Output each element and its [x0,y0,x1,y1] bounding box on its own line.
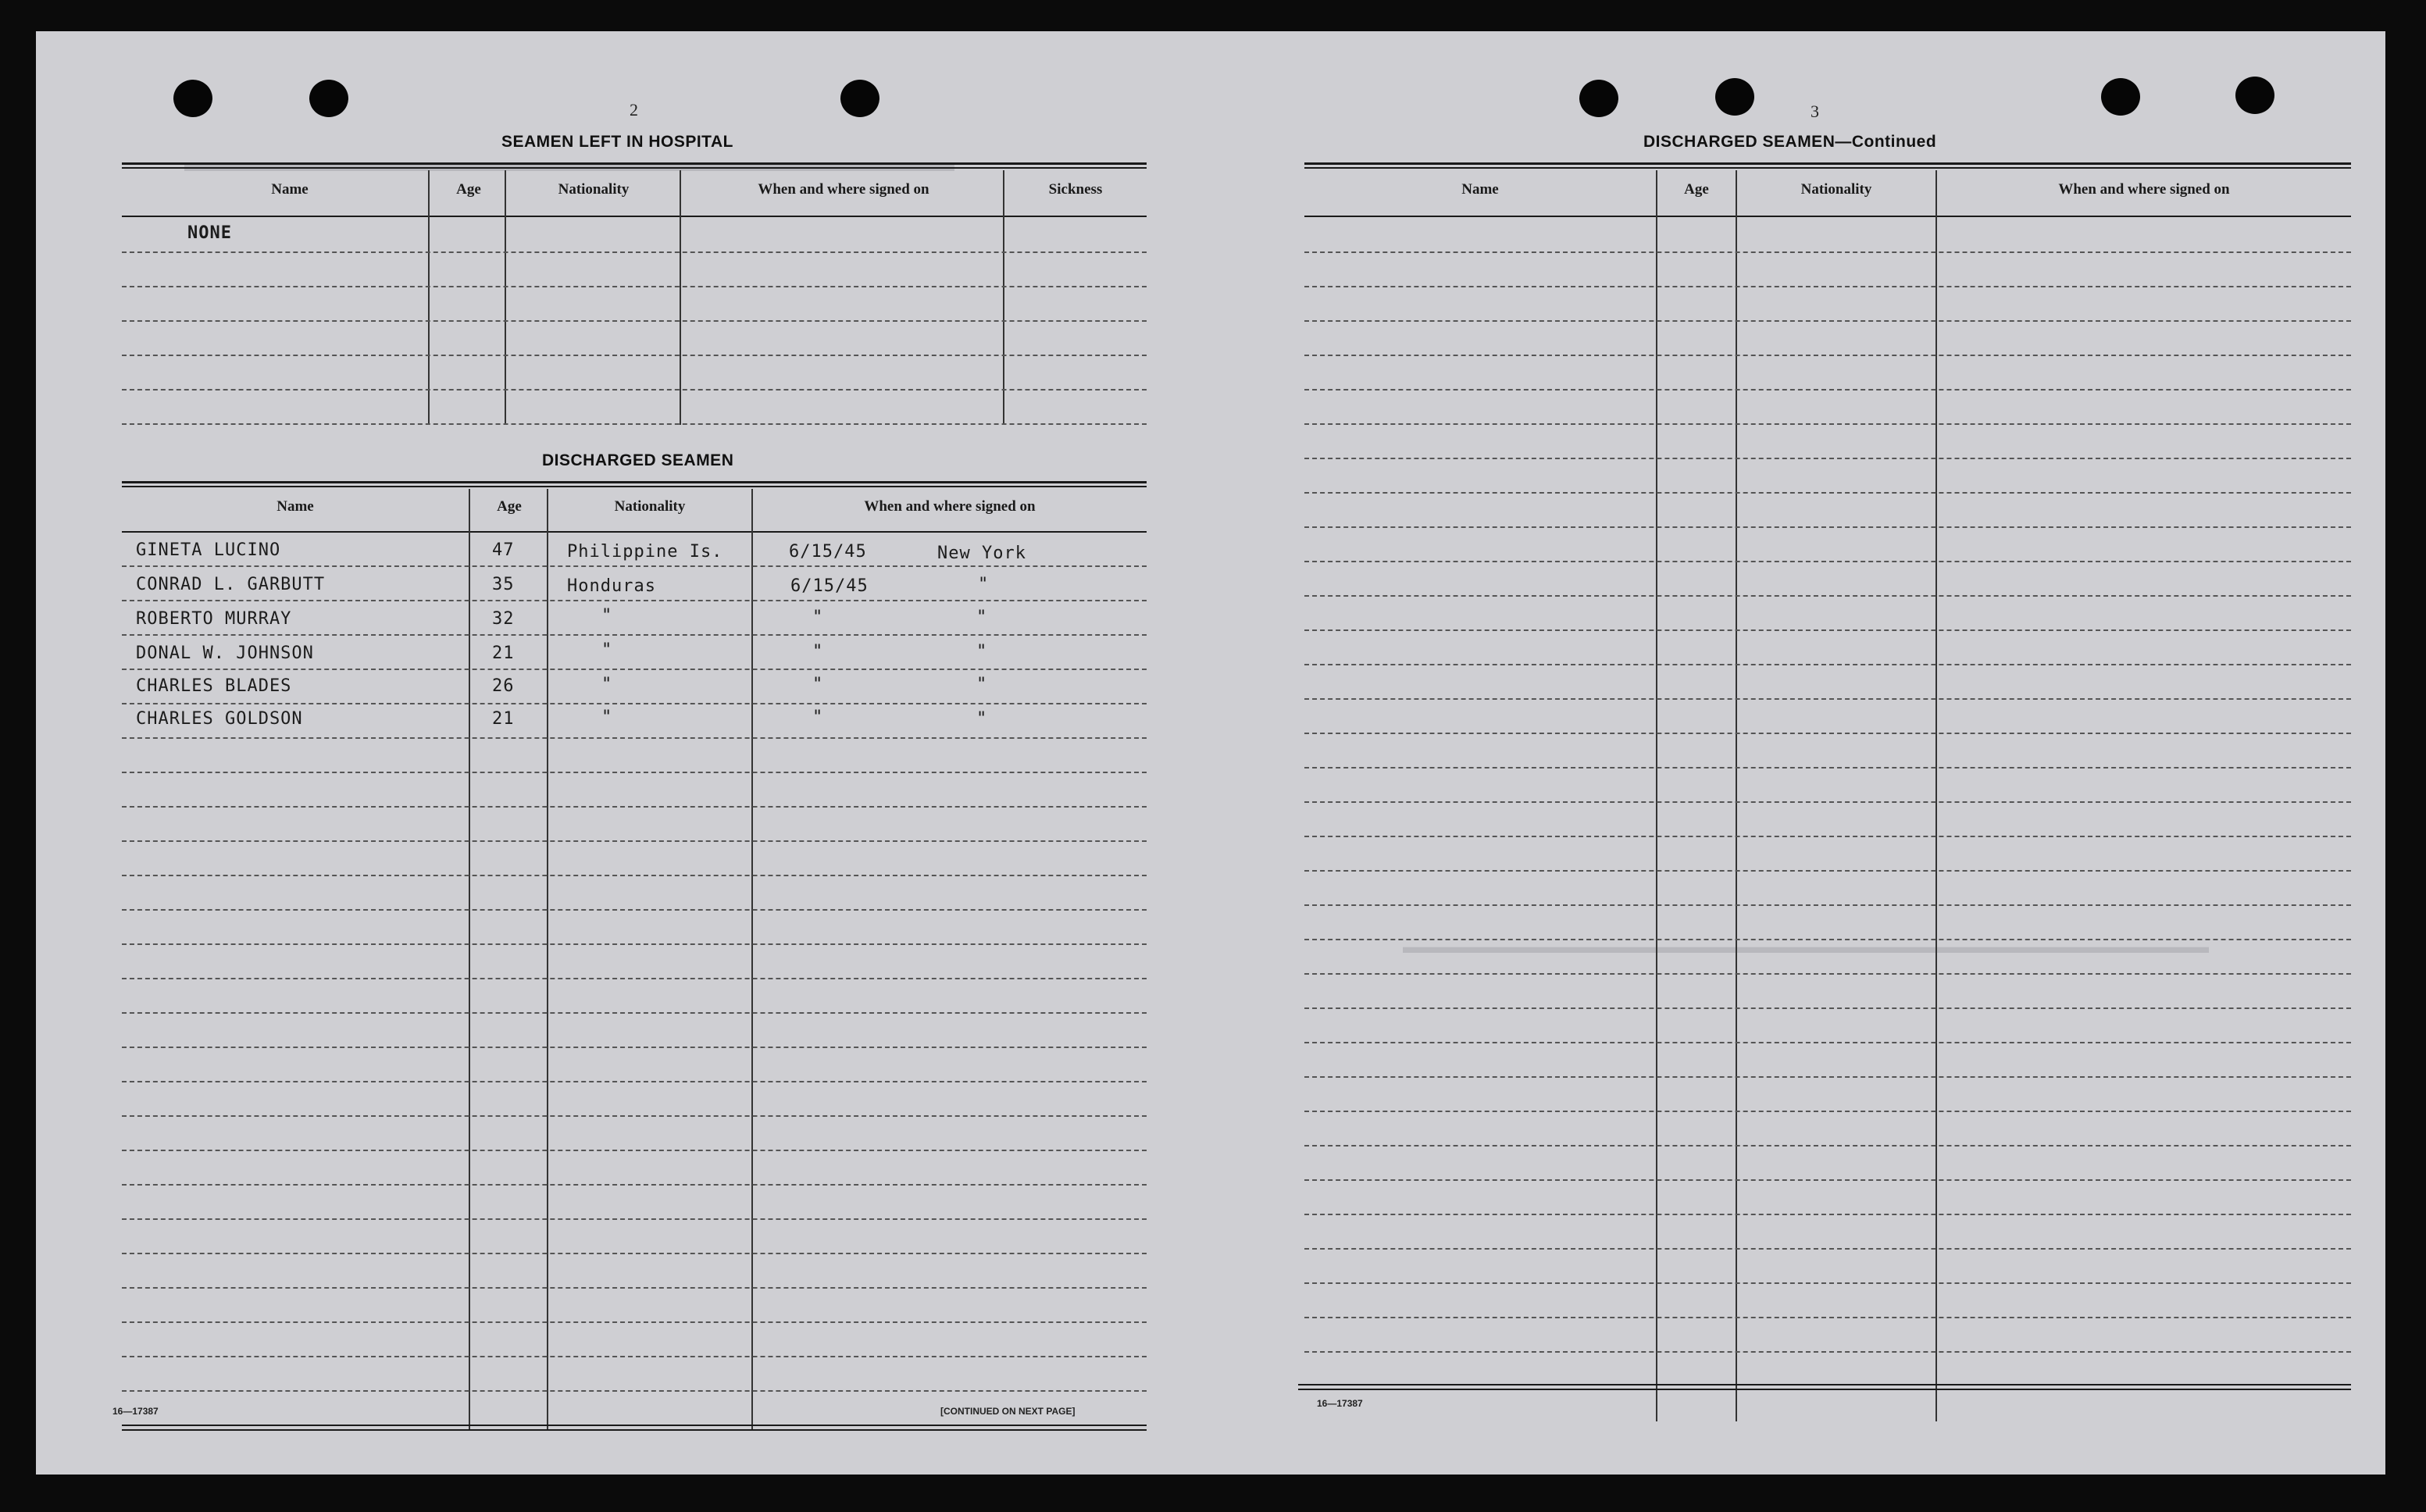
document-sheet [36,31,2385,1475]
row-line [122,1081,1147,1082]
punch-hole [2235,77,2274,114]
discharged-header-rule [122,531,1147,533]
continued-section-title [1643,133,1936,152]
punch-hole [1579,80,1618,117]
row-1-place: New York [937,544,1026,563]
discharged-top-rule-2 [122,486,1147,487]
row-line [122,978,1147,979]
row-line [122,565,1147,567]
row-line [122,840,1147,842]
row-line [1304,733,2351,734]
punch-hole [840,80,879,117]
row-line [1304,1317,2351,1318]
right-col-divider [1736,170,1737,1421]
right-col-divider [1935,170,1937,1421]
row-1-nationality: Philippine Is. [567,542,723,562]
discharged-bottom-rule-2 [122,1429,1147,1431]
row-line [1304,1007,2351,1009]
row-line [1304,286,2351,287]
row-line [122,669,1147,670]
row-line [122,1047,1147,1048]
row-5-name: CHARLES BLADES [136,676,292,696]
discharged-bottom-rule [122,1425,1147,1426]
row-line [1304,1145,2351,1146]
discharged-top-rule [122,481,1147,483]
hospital-row-line [122,355,1147,356]
row-3-nationality: " [601,606,613,626]
row-2-date: 6/15/45 [790,576,869,596]
row-line [1304,1351,2351,1353]
row-3-age: 32 [492,609,515,629]
hospital-header-signed-on: When and where signed on [758,181,929,198]
hospital-entry-none: NONE [187,223,232,243]
row-line [122,1012,1147,1014]
row-2-age: 35 [492,575,515,594]
row-line [1304,1214,2351,1215]
row-4-age: 21 [492,644,515,663]
row-line [122,1253,1147,1254]
discharged-section-title: DISCHARGED SEAMEN [542,451,734,469]
hospital-header-name: Name [271,181,309,198]
punch-hole [173,80,212,117]
row-line [122,1287,1147,1289]
row-line [1304,458,2351,459]
page-number-left: 2 [630,100,638,119]
row-line [1304,939,2351,940]
right-header-name: Name [1461,181,1499,198]
hospital-header-sickness: Sickness [1048,181,1103,198]
row-line [1304,664,2351,665]
row-line [122,909,1147,911]
right-bottom-rule-2 [1298,1389,2351,1390]
discharged-header-signed-on: When and where signed on [864,498,1036,515]
hospital-col-divider [680,170,681,425]
hospital-row-line [122,389,1147,390]
hospital-header-age: Age [456,181,481,198]
row-line [122,1150,1147,1151]
row-line [1304,561,2351,562]
hospital-row-line [122,320,1147,322]
row-line [122,1184,1147,1186]
row-line [1304,1282,2351,1284]
row-line [1304,973,2351,975]
row-line [122,943,1147,945]
row-line [1304,698,2351,700]
right-top-rule-2 [1304,167,2351,169]
row-6-nationality: " [601,708,613,727]
row-line [122,737,1147,739]
row-6-place: " [976,709,988,729]
row-5-place: " [976,675,988,694]
row-1-name: GINETA LUCINO [136,540,281,560]
row-line [1304,492,2351,494]
hospital-row-line [122,286,1147,287]
hospital-col-divider [1003,170,1004,425]
bleed-through-texture: ▬▬▬▬▬▬▬▬▬▬▬▬▬▬▬▬▬▬▬▬▬▬▬▬▬▬▬▬▬▬▬▬▬▬▬▬▬▬▬▬▬▬▬ [1403,937,2209,957]
row-1-date: 6/15/45 [789,542,867,562]
punch-hole [309,80,348,117]
hospital-top-rule [122,162,1147,165]
row-line [122,1356,1147,1357]
row-line [1304,1042,2351,1043]
hospital-row-line [122,423,1147,425]
row-line [1304,526,2351,528]
continued-title-suffix: —Continued [1835,133,1937,151]
row-line [1304,595,2351,597]
row-line [1304,1179,2351,1181]
row-line [1304,836,2351,837]
hospital-header-rule [122,216,1147,217]
right-header-rule [1304,216,2351,217]
row-line [1304,389,2351,390]
row-line [1304,251,2351,253]
hospital-header-nationality: Nationality [558,181,630,198]
row-6-name: CHARLES GOLDSON [136,709,303,729]
discharged-header-age: Age [497,498,522,515]
row-3-date: " [812,608,824,627]
row-2-nationality: Honduras [567,576,656,596]
row-line [122,1321,1147,1323]
row-6-age: 21 [492,709,515,729]
row-4-date: " [812,642,824,662]
row-4-name: DONAL W. JOHNSON [136,644,314,663]
row-4-place: " [976,642,988,662]
right-header-nationality: Nationality [1800,181,1872,198]
row-1-age: 47 [492,540,515,560]
right-col-divider [1656,170,1657,1421]
row-line [1304,767,2351,768]
row-5-date: " [812,675,824,694]
row-5-nationality: " [601,675,613,694]
row-line [122,1218,1147,1220]
row-line [1304,801,2351,803]
hospital-row-line [122,251,1147,253]
row-line [1304,1111,2351,1112]
row-line [1304,1248,2351,1250]
row-line [1304,355,2351,356]
row-line [122,875,1147,876]
page-number-right: 3 [1811,102,1819,121]
row-line [1304,320,2351,322]
form-number-left: 16—17387 [112,1406,159,1417]
row-line [122,806,1147,808]
hospital-col-divider [428,170,430,425]
row-3-name: ROBERTO MURRAY [136,609,292,629]
hospital-section-title: SEAMEN LEFT IN HOSPITAL [501,133,733,151]
row-line [122,1390,1147,1392]
row-line [1304,1076,2351,1078]
discharged-header-name: Name [276,498,314,515]
row-2-name: CONRAD L. GARBUTT [136,575,326,594]
form-number-right: 16—17387 [1317,1398,1363,1409]
row-line [122,772,1147,773]
continued-note: [CONTINUED ON NEXT PAGE] [940,1406,1076,1417]
row-2-place: " [978,575,990,594]
row-line [1304,629,2351,631]
right-header-age: Age [1684,181,1709,198]
right-bottom-rule [1298,1384,2351,1385]
row-line [122,703,1147,704]
row-line [1304,870,2351,872]
hospital-top-rule-2 [122,167,1147,169]
row-line [122,600,1147,601]
right-top-rule [1304,162,2351,165]
row-3-place: " [976,608,988,627]
bleed-through-texture: ▬▬▬▬▬▬▬▬▬▬▬▬▬▬▬▬▬▬▬▬▬▬▬▬▬▬▬▬▬ [184,148,954,177]
row-line [1304,423,2351,425]
row-4-nationality: " [601,640,613,660]
row-6-date: " [812,708,824,727]
discharged-header-nationality: Nationality [614,498,686,515]
punch-hole [2101,78,2140,116]
row-line [122,634,1147,636]
row-5-age: 26 [492,676,515,696]
row-line [122,1115,1147,1117]
punch-hole [1715,78,1754,116]
hospital-col-divider [505,170,506,425]
continued-title-main: DISCHARGED SEAMEN [1643,133,1836,151]
right-header-signed-on: When and where signed on [2058,181,2230,198]
row-line [1304,904,2351,906]
